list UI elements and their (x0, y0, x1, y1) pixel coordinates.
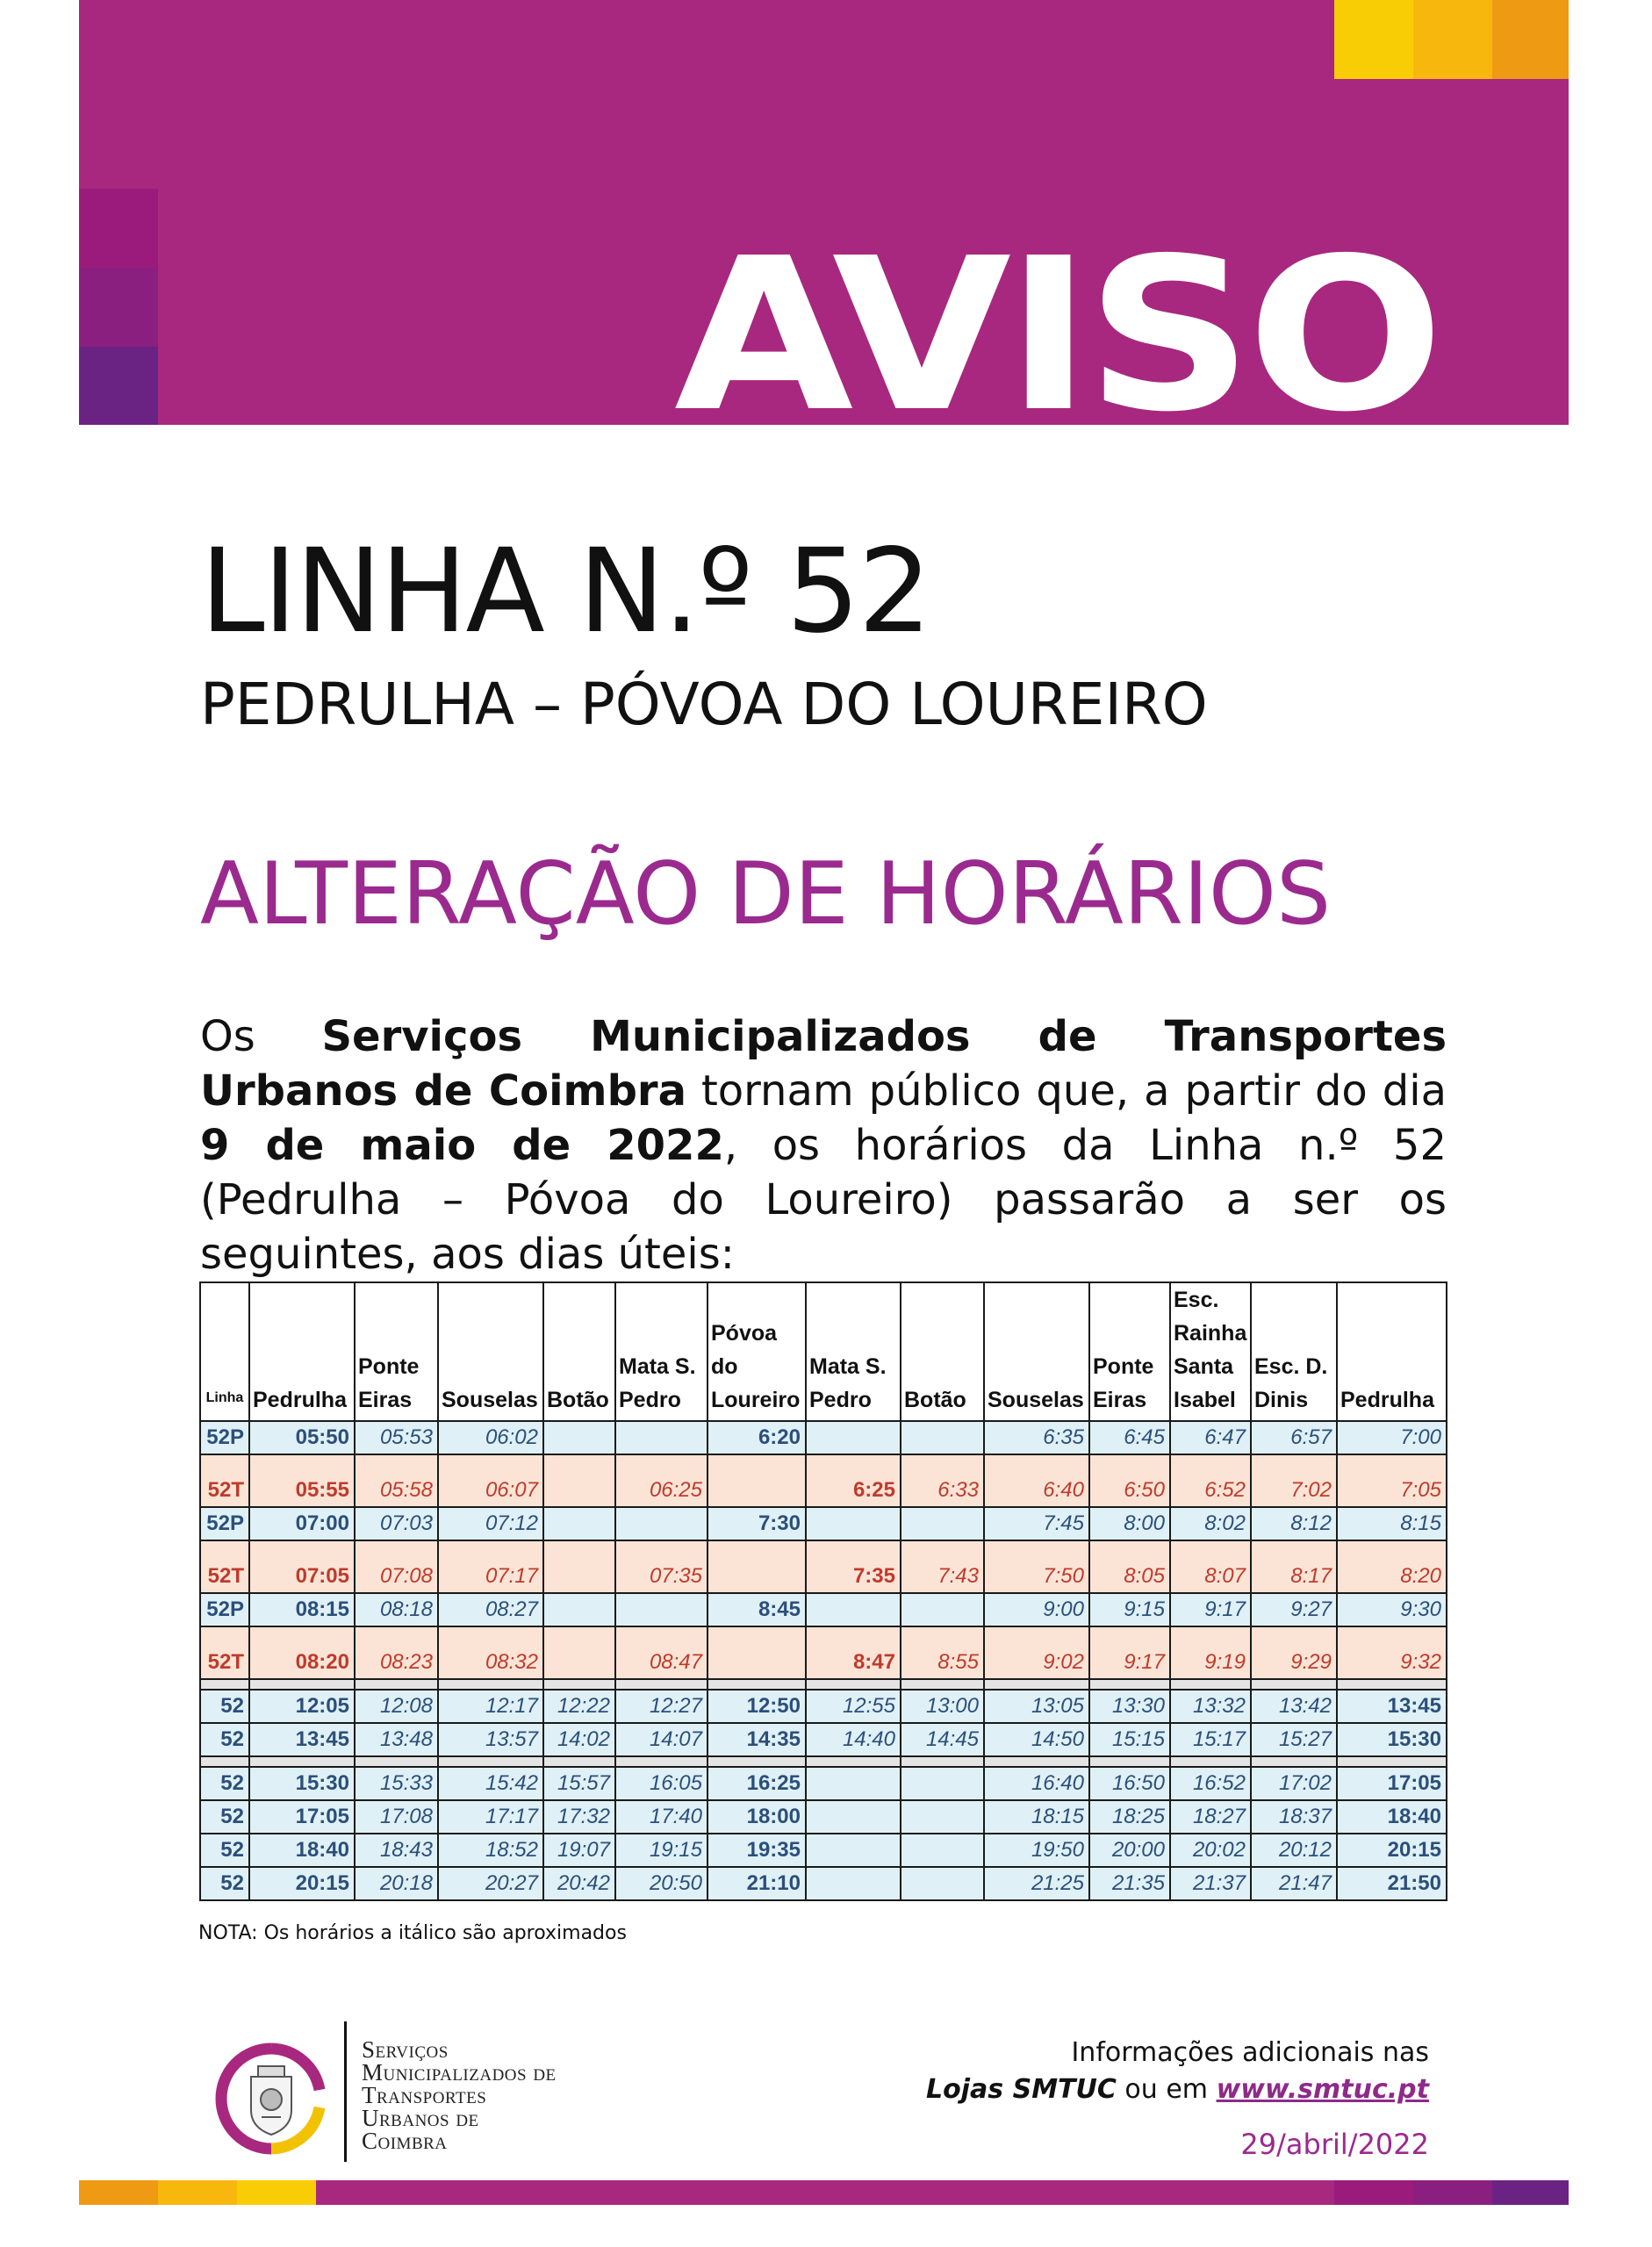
time-cell: 15:15 (1089, 1723, 1170, 1756)
time-cell (901, 1593, 984, 1626)
time-cell: 12:08 (355, 1690, 438, 1723)
time-cell: 20:15 (249, 1867, 355, 1900)
time-cell (543, 1593, 615, 1626)
time-cell: 14:40 (806, 1723, 901, 1756)
line-code-cell: 52 (200, 1690, 249, 1723)
timetable-container (199, 1281, 1446, 1901)
time-cell: 05:58 (355, 1454, 438, 1507)
bottom-color-bar (79, 2180, 1569, 2205)
time-cell: 7:50 (984, 1540, 1089, 1593)
separator-cell (1251, 1679, 1337, 1690)
time-cell: 20:12 (1251, 1834, 1337, 1867)
separator-cell (901, 1679, 984, 1690)
separator-cell (707, 1756, 806, 1767)
time-cell: 21:10 (707, 1867, 806, 1900)
separator-cell (1337, 1756, 1447, 1767)
time-cell: 19:07 (543, 1834, 615, 1867)
time-cell: 8:17 (1251, 1540, 1337, 1593)
time-cell: 6:35 (984, 1421, 1089, 1454)
municipal-crest-icon (214, 2042, 328, 2156)
time-cell: 07:05 (249, 1540, 355, 1593)
time-cell (615, 1507, 707, 1540)
line-code-cell: 52 (200, 1800, 249, 1834)
time-cell: 07:00 (249, 1507, 355, 1540)
note-text: NOTA: Os horários a itálico são aproximados (198, 1922, 627, 1944)
time-cell: 05:55 (249, 1454, 355, 1507)
separator-cell (1170, 1679, 1251, 1690)
time-cell: 13:05 (984, 1690, 1089, 1723)
table-row (200, 1593, 1447, 1626)
time-cell: 9:29 (1251, 1626, 1337, 1679)
time-cell: 20:02 (1170, 1834, 1251, 1867)
time-cell (707, 1454, 806, 1507)
timetable (199, 1281, 1447, 1901)
time-cell: 6:47 (1170, 1421, 1251, 1454)
time-cell (806, 1767, 901, 1800)
decor-square-purple (79, 347, 158, 425)
separator-cell (355, 1756, 438, 1767)
time-cell: 9:30 (1337, 1593, 1447, 1626)
time-cell: 13:48 (355, 1723, 438, 1756)
time-cell: 8:07 (1170, 1540, 1251, 1593)
time-cell: 7:00 (1337, 1421, 1447, 1454)
decor-square-magenta (79, 189, 158, 268)
time-cell: 7:30 (707, 1507, 806, 1540)
time-cell: 07:08 (355, 1540, 438, 1593)
col-esc-rainha-santa-isabel-header: Esc. Rainha Santa Isabel (1170, 1282, 1251, 1421)
col-esc-d-dinis-header: Esc. D. Dinis (1251, 1282, 1337, 1421)
time-cell: 8:20 (1337, 1540, 1447, 1593)
info-line-1: Informações adicionais nas (1071, 2037, 1429, 2068)
time-cell: 13:00 (901, 1690, 984, 1723)
time-cell: 9:32 (1337, 1626, 1447, 1679)
aviso-heading: AVISO (674, 212, 1439, 425)
time-cell: 15:42 (438, 1767, 543, 1800)
time-cell: 13:45 (249, 1723, 355, 1756)
intro-text-2: tornam público que, a partir do dia (686, 1066, 1447, 1116)
time-cell: 9:17 (1089, 1626, 1170, 1679)
table-row (200, 1626, 1447, 1679)
time-cell: 18:25 (1089, 1800, 1170, 1834)
website-link[interactable]: www.smtuc.pt (1216, 2074, 1429, 2105)
time-cell: 18:43 (355, 1834, 438, 1867)
separator-cell (543, 1756, 615, 1767)
time-cell: 13:45 (1337, 1690, 1447, 1723)
time-cell (901, 1421, 984, 1454)
time-cell: 14:02 (543, 1723, 615, 1756)
separator-cell (543, 1679, 615, 1690)
time-cell: 18:37 (1251, 1800, 1337, 1834)
time-cell (615, 1593, 707, 1626)
time-cell: 16:50 (1089, 1767, 1170, 1800)
separator-cell (249, 1679, 355, 1690)
bar-segment-plum (1334, 2180, 1413, 2205)
time-cell: 20:27 (438, 1867, 543, 1900)
time-cell: 13:57 (438, 1723, 543, 1756)
group-separator (200, 1679, 1447, 1690)
time-cell: 07:17 (438, 1540, 543, 1593)
org-line: Transportes (362, 2082, 487, 2108)
time-cell: 6:33 (901, 1454, 984, 1507)
time-cell: 20:18 (355, 1867, 438, 1900)
time-cell: 06:07 (438, 1454, 543, 1507)
time-cell (901, 1834, 984, 1867)
time-cell (901, 1867, 984, 1900)
col-pedrulha-return-header: Pedrulha (1337, 1282, 1447, 1421)
intro-start-date: 9 de maio de 2022 (200, 1121, 724, 1170)
intro-text-1: Os (200, 1012, 322, 1061)
time-cell: 6:50 (1089, 1454, 1170, 1507)
time-cell: 9:17 (1170, 1593, 1251, 1626)
col-povoa-do-loureiro-header: Póvoa do Loureiro (707, 1282, 806, 1421)
time-cell: 6:40 (984, 1454, 1089, 1507)
time-cell: 20:50 (615, 1867, 707, 1900)
time-cell: 8:15 (1337, 1507, 1447, 1540)
schedule-change-title: ALTERAÇÃO DE HORÁRIOS (200, 844, 1332, 944)
time-cell: 07:35 (615, 1540, 707, 1593)
time-cell: 17:32 (543, 1800, 615, 1834)
time-cell: 6:20 (707, 1421, 806, 1454)
time-cell: 17:17 (438, 1800, 543, 1834)
separator-cell (1251, 1756, 1337, 1767)
time-cell: 8:00 (1089, 1507, 1170, 1540)
info-line-2 (926, 2071, 1429, 2108)
time-cell: 12:50 (707, 1690, 806, 1723)
time-cell (543, 1507, 615, 1540)
separator-cell (438, 1679, 543, 1690)
time-cell: 14:35 (707, 1723, 806, 1756)
decor-square-yellow (1334, 0, 1413, 79)
line-code-cell: 52T (200, 1540, 249, 1593)
separator-cell (984, 1756, 1089, 1767)
time-cell: 9:15 (1089, 1593, 1170, 1626)
col-pedrulha-header: Pedrulha (249, 1282, 355, 1421)
time-cell: 13:42 (1251, 1690, 1337, 1723)
bar-segment-purple (1492, 2180, 1569, 2205)
table-row (200, 1723, 1447, 1756)
time-cell (806, 1867, 901, 1900)
time-cell: 15:57 (543, 1767, 615, 1800)
line-code-cell: 52 (200, 1767, 249, 1800)
separator-cell (200, 1679, 249, 1690)
time-cell: 6:25 (806, 1454, 901, 1507)
time-cell: 7:45 (984, 1507, 1089, 1540)
separator-cell (1089, 1679, 1170, 1690)
time-cell: 12:27 (615, 1690, 707, 1723)
header-banner (79, 0, 1569, 425)
time-cell (707, 1626, 806, 1679)
time-cell (707, 1540, 806, 1593)
decor-square-plum (79, 268, 158, 347)
time-cell: 08:23 (355, 1626, 438, 1679)
bar-segment-orange (79, 2180, 158, 2205)
decor-square-orange (1492, 0, 1569, 79)
time-cell: 12:22 (543, 1690, 615, 1723)
time-cell: 8:47 (806, 1626, 901, 1679)
time-cell: 17:05 (1337, 1767, 1447, 1800)
time-cell (901, 1507, 984, 1540)
time-cell: 08:47 (615, 1626, 707, 1679)
time-cell: 6:45 (1089, 1421, 1170, 1454)
time-cell: 21:35 (1089, 1867, 1170, 1900)
separator-cell (1337, 1679, 1447, 1690)
time-cell: 19:35 (707, 1834, 806, 1867)
time-cell: 9:00 (984, 1593, 1089, 1626)
org-line: Serviços (362, 2036, 449, 2063)
line-code-cell: 52T (200, 1626, 249, 1679)
col-mata-s-pedro-return-header: Mata S. Pedro (806, 1282, 901, 1421)
separator-cell (806, 1679, 901, 1690)
time-cell: 07:12 (438, 1507, 543, 1540)
time-cell: 17:08 (355, 1800, 438, 1834)
time-cell: 17:40 (615, 1800, 707, 1834)
time-cell: 19:15 (615, 1834, 707, 1867)
time-cell (806, 1421, 901, 1454)
time-cell (543, 1540, 615, 1593)
time-cell: 06:02 (438, 1421, 543, 1454)
org-line: Urbanos de (362, 2105, 479, 2131)
time-cell: 08:18 (355, 1593, 438, 1626)
time-cell: 05:53 (355, 1421, 438, 1454)
time-cell: 21:37 (1170, 1867, 1251, 1900)
time-cell: 12:55 (806, 1690, 901, 1723)
bar-segment-violet (1413, 2180, 1492, 2205)
org-line: Municipalizados de (362, 2059, 557, 2085)
table-row (200, 1800, 1447, 1834)
time-cell: 12:05 (249, 1690, 355, 1723)
intro-org-name: Serviços Municipalizados de Transportes Urbanos de Coimbra (200, 1012, 1447, 1116)
time-cell: 8:12 (1251, 1507, 1337, 1540)
separator-cell (707, 1679, 806, 1690)
table-row (200, 1421, 1447, 1454)
footer-divider (344, 2021, 347, 2162)
time-cell (901, 1800, 984, 1834)
time-cell: 21:50 (1337, 1867, 1447, 1900)
table-row (200, 1454, 1447, 1507)
col-souselas-header: Souselas (438, 1282, 543, 1421)
time-cell: 13:30 (1089, 1690, 1170, 1723)
separator-cell (249, 1756, 355, 1767)
time-cell: 13:32 (1170, 1690, 1251, 1723)
line-code-cell: 52P (200, 1593, 249, 1626)
separator-cell (1170, 1756, 1251, 1767)
col-ponte-eiras-return-header: Ponte Eiras (1089, 1282, 1170, 1421)
intro-text-3: , os horários da Linha n.º 52 (Pedrulha – Póvoa do Loureiro) passarão a ser os seguintes, aos dias úteis: (200, 1121, 1447, 1279)
time-cell: 18:52 (438, 1834, 543, 1867)
time-cell: 18:40 (249, 1834, 355, 1867)
org-line: Coimbra (362, 2128, 448, 2154)
time-cell: 07:03 (355, 1507, 438, 1540)
line-code-cell: 52P (200, 1507, 249, 1540)
time-cell (806, 1507, 901, 1540)
table-row (200, 1507, 1447, 1540)
time-cell: 17:05 (249, 1800, 355, 1834)
col-mata-s-pedro-header: Mata S. Pedro (615, 1282, 707, 1421)
time-cell (543, 1421, 615, 1454)
separator-cell (200, 1756, 249, 1767)
time-cell: 7:43 (901, 1540, 984, 1593)
time-cell: 9:02 (984, 1626, 1089, 1679)
time-cell: 7:05 (1337, 1454, 1447, 1507)
time-cell: 21:47 (1251, 1867, 1337, 1900)
time-cell: 14:45 (901, 1723, 984, 1756)
table-row (200, 1834, 1447, 1867)
line-code-cell: 52P (200, 1421, 249, 1454)
separator-cell (615, 1756, 707, 1767)
separator-cell (901, 1756, 984, 1767)
time-cell (543, 1626, 615, 1679)
time-cell (543, 1454, 615, 1507)
time-cell: 20:42 (543, 1867, 615, 1900)
separator-cell (806, 1756, 901, 1767)
group-separator (200, 1756, 1447, 1767)
time-cell: 18:00 (707, 1800, 806, 1834)
time-cell: 8:05 (1089, 1540, 1170, 1593)
separator-cell (355, 1679, 438, 1690)
timetable-body (200, 1421, 1447, 1900)
time-cell: 15:27 (1251, 1723, 1337, 1756)
time-cell: 18:15 (984, 1800, 1089, 1834)
time-cell: 15:17 (1170, 1723, 1251, 1756)
time-cell: 08:15 (249, 1593, 355, 1626)
time-cell: 15:30 (249, 1767, 355, 1800)
col-botao-return-header: Botão (901, 1282, 984, 1421)
table-row (200, 1767, 1447, 1800)
time-cell (806, 1800, 901, 1834)
time-cell: 14:07 (615, 1723, 707, 1756)
time-cell: 16:40 (984, 1767, 1089, 1800)
time-cell: 06:25 (615, 1454, 707, 1507)
time-cell: 14:50 (984, 1723, 1089, 1756)
col-souselas-return-header: Souselas (984, 1282, 1089, 1421)
time-cell: 08:20 (249, 1626, 355, 1679)
time-cell: 16:52 (1170, 1767, 1251, 1800)
time-cell: 08:27 (438, 1593, 543, 1626)
time-cell: 7:35 (806, 1540, 901, 1593)
separator-cell (984, 1679, 1089, 1690)
time-cell: 19:50 (984, 1834, 1089, 1867)
line-code-cell: 52 (200, 1723, 249, 1756)
time-cell: 8:55 (901, 1626, 984, 1679)
line-code-cell: 52T (200, 1454, 249, 1507)
time-cell: 16:05 (615, 1767, 707, 1800)
separator-cell (1089, 1756, 1170, 1767)
col-linha-header: Linha (200, 1282, 249, 1421)
table-row (200, 1690, 1447, 1723)
time-cell: 18:27 (1170, 1800, 1251, 1834)
separator-cell (438, 1756, 543, 1767)
bar-segment-amber (158, 2180, 237, 2205)
route-title: PEDRULHA – PÓVOA DO LOUREIRO (200, 671, 1208, 738)
time-cell: 8:02 (1170, 1507, 1251, 1540)
additional-info (926, 2035, 1429, 2108)
bar-segment-magenta (316, 2180, 1334, 2205)
time-cell (615, 1421, 707, 1454)
time-cell: 9:19 (1170, 1626, 1251, 1679)
time-cell: 17:02 (1251, 1767, 1337, 1800)
bar-segment-yellow (237, 2180, 316, 2205)
time-cell (806, 1834, 901, 1867)
line-code-cell: 52 (200, 1867, 249, 1900)
intro-paragraph (200, 1009, 1447, 1281)
col-ponte-eiras-header: Ponte Eiras (355, 1282, 438, 1421)
publication-date: 29/abril/2022 (1240, 2128, 1429, 2161)
org-name (362, 2038, 557, 2152)
timetable-header-row (200, 1282, 1447, 1421)
time-cell: 16:25 (707, 1767, 806, 1800)
time-cell: 08:32 (438, 1626, 543, 1679)
time-cell: 8:45 (707, 1593, 806, 1626)
line-code-cell: 52 (200, 1834, 249, 1867)
time-cell: 18:40 (1337, 1800, 1447, 1834)
line-title: LINHA N.º 52 (200, 524, 930, 659)
table-row (200, 1540, 1447, 1593)
time-cell: 05:50 (249, 1421, 355, 1454)
info-mid-text: ou em (1116, 2074, 1217, 2105)
time-cell (806, 1593, 901, 1626)
time-cell: 21:25 (984, 1867, 1089, 1900)
separator-cell (615, 1679, 707, 1690)
table-row (200, 1867, 1447, 1900)
time-cell (901, 1767, 984, 1800)
time-cell: 15:30 (1337, 1723, 1447, 1756)
time-cell: 15:33 (355, 1767, 438, 1800)
time-cell: 7:02 (1251, 1454, 1337, 1507)
time-cell: 9:27 (1251, 1593, 1337, 1626)
col-botao-header: Botão (543, 1282, 615, 1421)
time-cell: 12:17 (438, 1690, 543, 1723)
info-shops: Lojas SMTUC (926, 2074, 1117, 2105)
time-cell: 6:52 (1170, 1454, 1251, 1507)
time-cell: 20:15 (1337, 1834, 1447, 1867)
time-cell: 6:57 (1251, 1421, 1337, 1454)
time-cell: 20:00 (1089, 1834, 1170, 1867)
decor-square-amber (1413, 0, 1492, 79)
